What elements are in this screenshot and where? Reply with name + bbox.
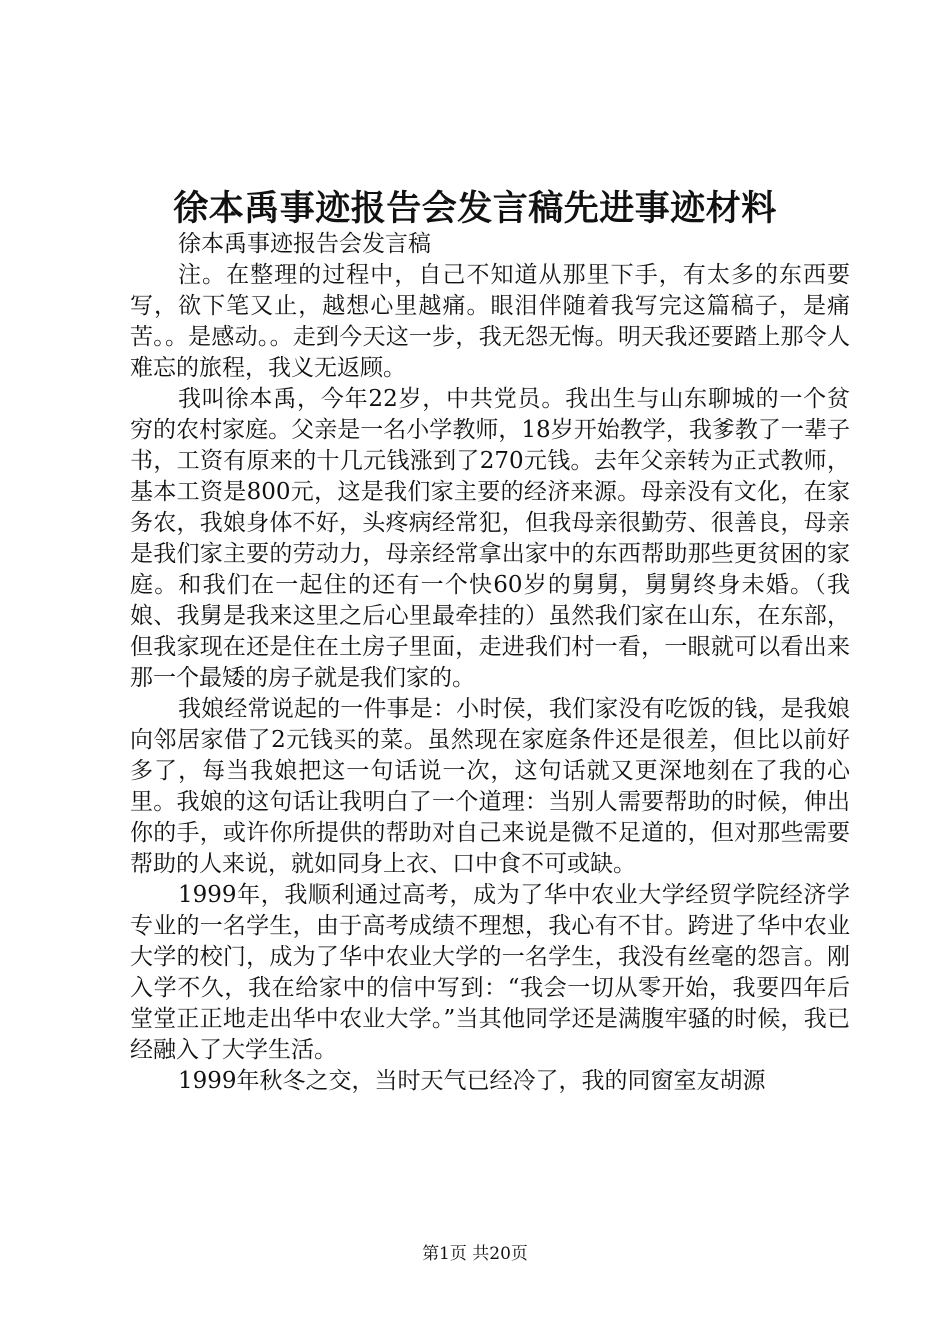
body-paragraph: 我叫徐本禹，今年22岁，中共党员。我出生与山东聊城的一个贫穷的农村家庭。父亲是一名小学教师，18岁开始教学，我爹教了一辈子书，工资有原来的十几元钱涨到了270元钱。去年父亲转为正式教师，基本工资是800元，这是我们家主要的经济来源。母亲没有文化，在家务农，我娘身体不好，头疼病经常犯，但我母亲很勤劳、很善良，母亲是我们家主要的劳动力，母亲经常拿出家中的东西帮助那些更贫困的家庭。和我们在一起住的还有一个快60岁的舅舅，舅舅终身未婚。（我娘、我舅是我来这里之后心里最牵挂的）虽然我们家在山东，在东部，但我家现在还是住在土房子里面，走进我们村一看，一眼就可以看出来那一个最矮的房子就是我们家的。 [130,386,850,691]
subtitle-paragraph: 徐本禹事迹报告会发言稿 [178,231,431,257]
document-body [130,229,850,1097]
body-paragraph: 1999年，我顺利通过高考，成为了华中农业大学经贸学院经济学专业的一名学生，由于高考成绩不理想，我心有不甘。跨进了华中农业大学的校门，成为了华中农业大学的一名学生，我没有丝毫的怨言。刚入学不久，我在给家中的信中写到：“我会一切从零开始，我要四年后堂堂正正地走出华中农业大学。”当其他同学还是满腹牢骚的时候，我已经融入了大学生活。 [130,882,850,1063]
page-number-footer: 第1页 共20页 [422,1244,528,1264]
body-paragraph: 注。在整理的过程中，自己不知道从那里下手，有太多的东西要写，欲下笔又止，越想心里越痛。眼泪伴随着我写完这篇稿子，是痛苦。。是感动。。走到今天这一步，我无怨无悔。明天我还要踏上那令人难忘的旅程，我义无返顾。 [130,262,850,381]
body-paragraph: 1999年秋冬之交，当时天气已经冷了，我的同窗室友胡源 [178,1068,766,1094]
body-paragraph: 我娘经常说起的一件事是：小时侯，我们家没有吃饭的钱，是我娘向邻居家借了2元钱买的菜。虽然现在家庭条件还是很差，但比以前好多了，每当我娘把这一句话说一次，这句话就又更深地刻在了我的心里。我娘的这句话让我明白了一个道理：当别人需要帮助的时候，伸出你的手，或许你所提供的帮助对自己来说是微不足道的，但对那些需要帮助的人来说，就如同身上衣、口中食不可或缺。 [130,696,850,877]
document-title: 徐本禹事迹报告会发言稿先进事迹材料 [173,189,777,229]
